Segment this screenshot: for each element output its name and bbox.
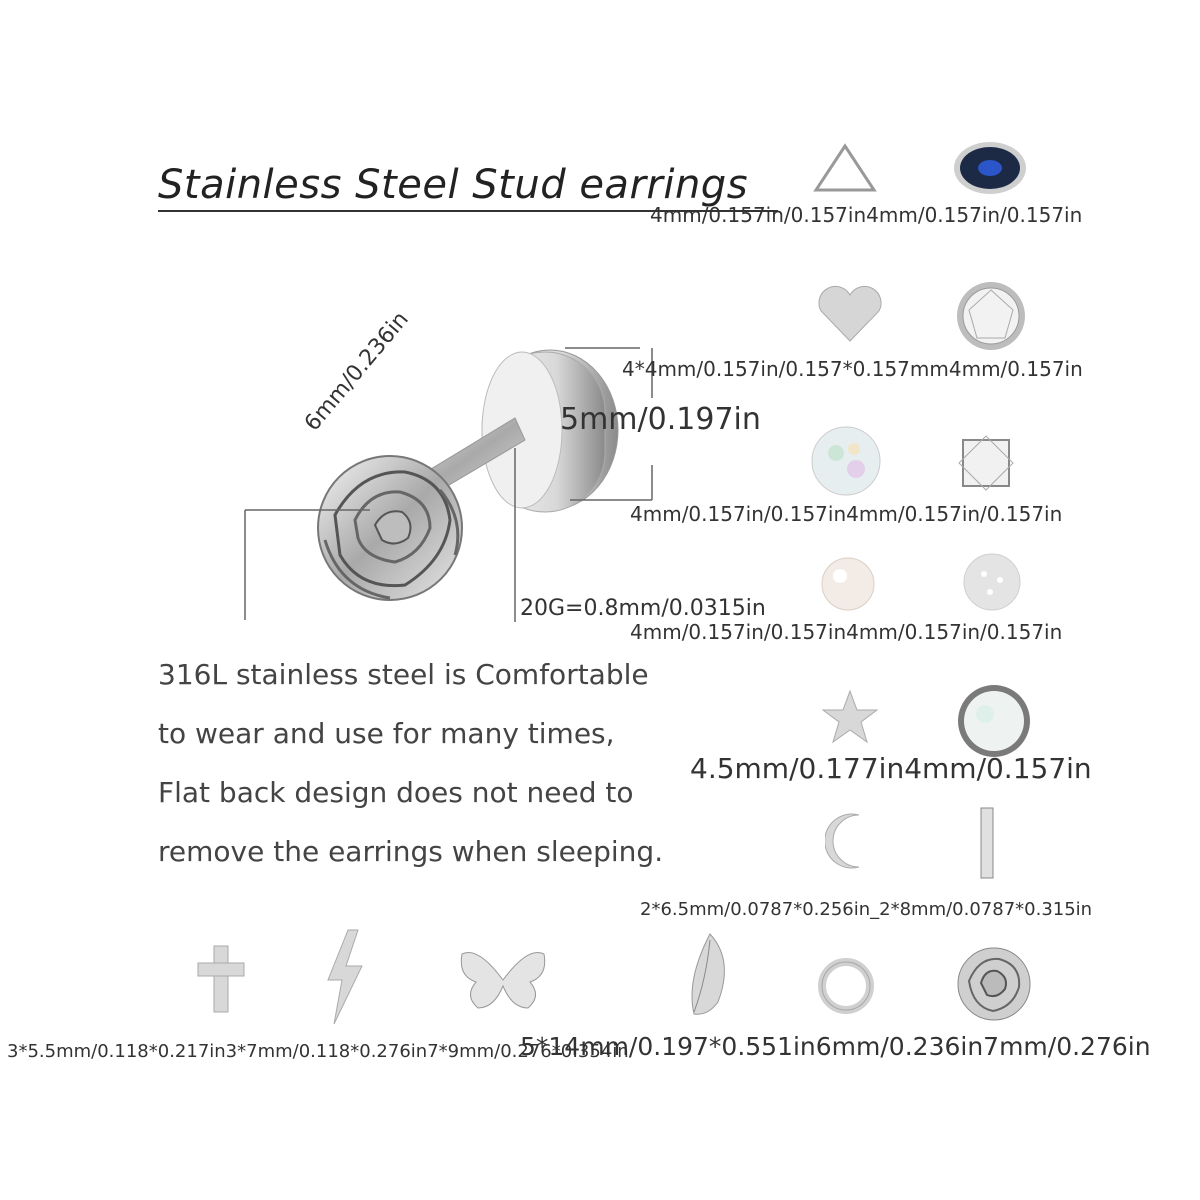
description: [158, 645, 663, 881]
description-line: to wear and use for many times,: [158, 717, 615, 750]
star-stud-icon: [820, 688, 880, 746]
description-line: remove the earrings when sleeping.: [158, 835, 664, 868]
heart-stud-icon: [815, 283, 885, 345]
white-opal-stud-icon: [955, 682, 1033, 760]
gauge-label: 20G=0.8mm/0.0315in: [520, 596, 766, 621]
rose-diameter-label: 6mm/0.236in: [300, 307, 414, 437]
lightning-stud-icon: [318, 928, 370, 1026]
crystal-stud-icon: [955, 280, 1027, 352]
description-line: Flat back design does not need to: [158, 776, 634, 809]
opal-stud-icon: [810, 425, 882, 497]
row6-size-label: 2*6.5mm/0.0787*0.256in_2*8mm/0.0787*0.315in: [640, 899, 1093, 920]
description-line: 316L stainless steel is Comfortable: [158, 658, 649, 691]
row2-size-label: 4*4mm/0.157in/0.157*0.157mm4mm/0.157in: [622, 357, 1083, 381]
triangle-stud-icon: [810, 140, 880, 195]
bottom-left-size-label: 3*5.5mm/0.118*0.217in3*7mm/0.118*0.276in7*9mm/0.276*0.354in: [7, 1041, 629, 1062]
row1-size-label: 4mm/0.157in/0.157in4mm/0.157in/0.157in: [650, 203, 1083, 227]
leaf-stud-icon: [680, 930, 736, 1020]
pearl-stud-icon: [820, 556, 876, 612]
row3-size-label: 4mm/0.157in/0.157in4mm/0.157in/0.157in: [630, 502, 1063, 526]
rose-small-stud-icon: [955, 945, 1033, 1023]
sapphire-stud-icon: [950, 138, 1030, 198]
bottom-right-size-label: 5*14mm/0.197*0.551in6mm/0.236in7mm/0.276in: [520, 1032, 1151, 1061]
moon-stud-icon: [825, 810, 879, 872]
back-disc-size-label: 5mm/0.197in: [560, 402, 761, 437]
row5-size-label: 4.5mm/0.177in4mm/0.157in: [690, 752, 1092, 785]
ring-stud-icon: [818, 958, 874, 1014]
page-title: Stainless Steel Stud earrings: [158, 162, 749, 208]
rose-stud-illustration: [240, 300, 680, 630]
glitter-stud-icon: [962, 552, 1022, 612]
cross-stud-icon: [195, 943, 247, 1015]
bar-stud-icon: [975, 805, 999, 881]
butterfly-stud-icon: [458, 946, 548, 1016]
square-crystal-stud-icon: [955, 432, 1017, 494]
row4-size-label: 4mm/0.157in/0.157in4mm/0.157in/0.157in: [630, 620, 1063, 644]
